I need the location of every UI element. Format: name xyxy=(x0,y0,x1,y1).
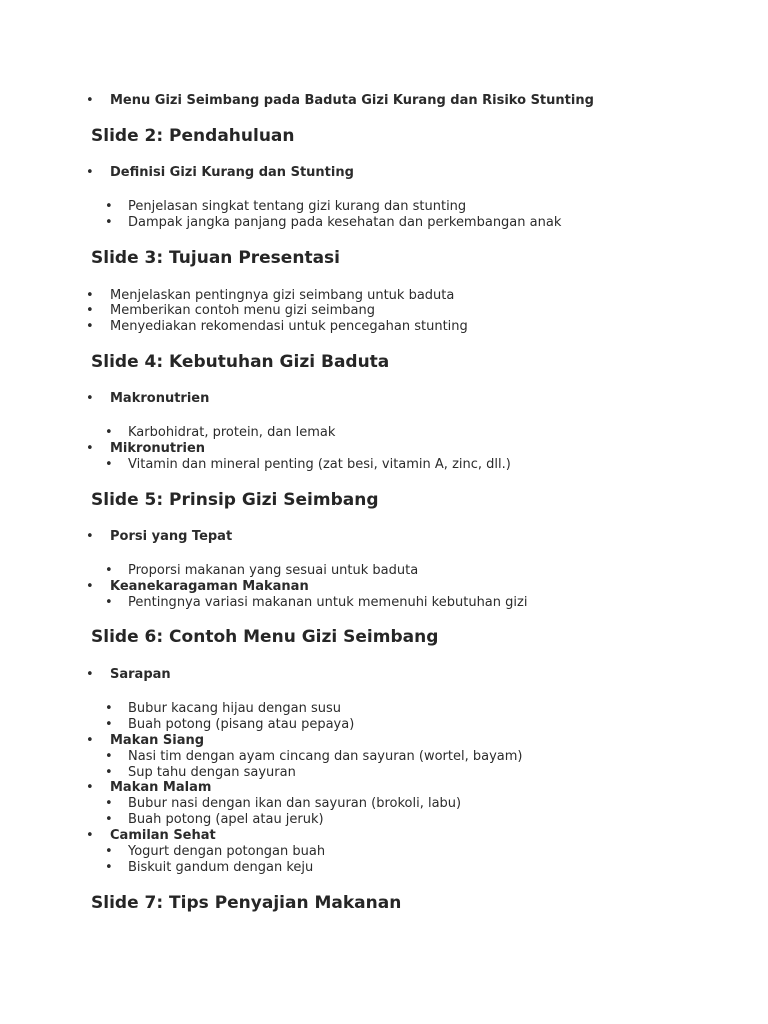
heading-slide-5: Slide 5: Prinsip Gizi Seimbang xyxy=(91,490,379,510)
heading-slide-4: Slide 4: Kebutuhan Gizi Baduta xyxy=(91,352,390,372)
sub-list-item: • Yogurt dengan potongan buah xyxy=(128,845,325,858)
heading-slide-2: Slide 2: Pendahuluan xyxy=(91,126,295,146)
sub-list-item: • Proporsi makanan yang sesuai untuk baduta xyxy=(128,564,418,577)
list-item: • Menjelaskan pentingnya gizi seimbang untuk baduta xyxy=(110,289,454,302)
sub-list-item: • Vitamin dan mineral penting (zat besi, vitamin A, zinc, dll.) xyxy=(128,458,511,471)
sub-list-item: • Buah potong (pisang atau pepaya) xyxy=(128,718,354,731)
list-item: • Porsi yang Tepat xyxy=(110,530,232,543)
list-item: • Camilan Sehat xyxy=(110,829,216,842)
list-item: • Makan Siang xyxy=(110,734,204,747)
list-item: • Definisi Gizi Kurang dan Stunting xyxy=(110,166,354,179)
sub-list-item: • Bubur nasi dengan ikan dan sayuran (brokoli, labu) xyxy=(128,797,461,810)
sub-list-item: • Bubur kacang hijau dengan susu xyxy=(128,702,341,715)
sub-list-item: • Buah potong (apel atau jeruk) xyxy=(128,813,324,826)
sub-list-item: • Nasi tim dengan ayam cincang dan sayuran (wortel, bayam) xyxy=(128,750,522,763)
list-item: • Memberikan contoh menu gizi seimbang xyxy=(110,304,375,317)
sub-list-item: • Biskuit gandum dengan keju xyxy=(128,861,313,874)
list-item: • Sarapan xyxy=(110,668,171,681)
list-item: • Makronutrien xyxy=(110,392,209,405)
sub-list-item: • Pentingnya variasi makanan untuk memenuhi kebutuhan gizi xyxy=(128,596,527,609)
list-item: • Keanekaragaman Makanan xyxy=(110,580,309,593)
list-item-title: • Menu Gizi Seimbang pada Baduta Gizi Kurang dan Risiko Stunting xyxy=(110,94,594,107)
heading-slide-3: Slide 3: Tujuan Presentasi xyxy=(91,248,340,268)
sub-list-item: • Sup tahu dengan sayuran xyxy=(128,766,296,779)
sub-list-item: • Penjelasan singkat tentang gizi kurang dan stunting xyxy=(128,200,466,213)
heading-slide-6: Slide 6: Contoh Menu Gizi Seimbang xyxy=(91,627,439,647)
list-item: • Makan Malam xyxy=(110,781,211,794)
list-item: • Mikronutrien xyxy=(110,442,205,455)
sub-list-item: • Karbohidrat, protein, dan lemak xyxy=(128,426,335,439)
list-item: • Menyediakan rekomendasi untuk pencegahan stunting xyxy=(110,320,468,333)
sub-list-item: • Dampak jangka panjang pada kesehatan dan perkembangan anak xyxy=(128,216,561,229)
heading-slide-7: Slide 7: Tips Penyajian Makanan xyxy=(91,893,402,913)
